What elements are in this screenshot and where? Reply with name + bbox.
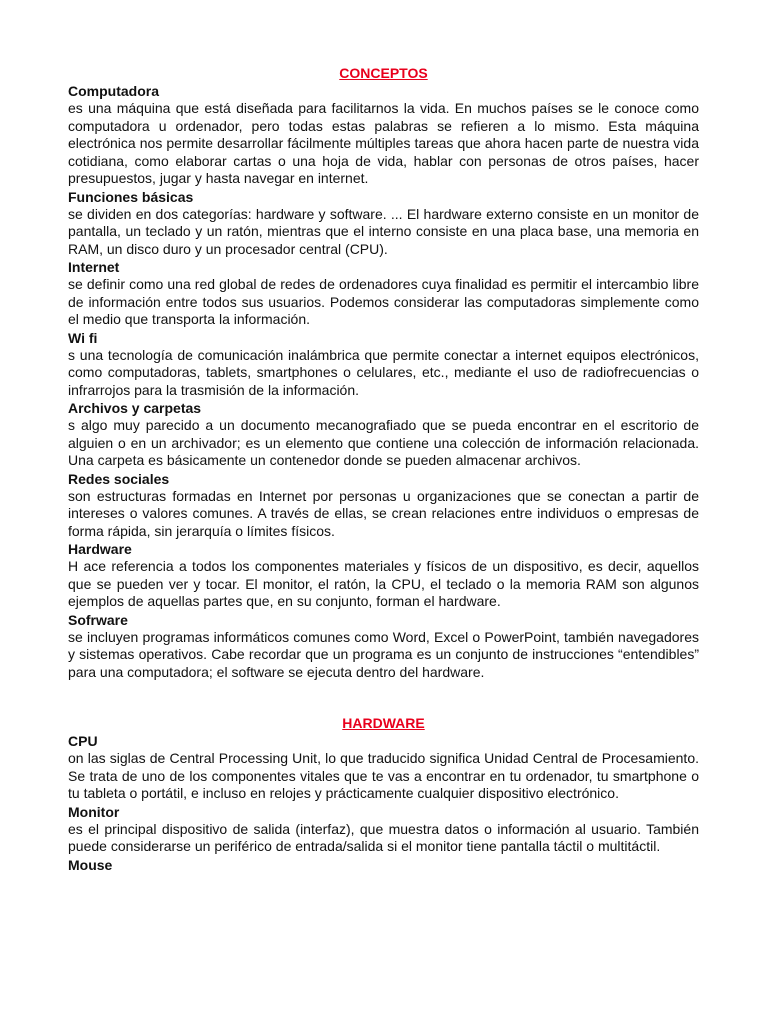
term-archivos-y-carpetas: Archivos y carpetas: [68, 400, 202, 416]
term-mouse: Mouse: [68, 856, 113, 873]
section-title-conceptos: CONCEPTOS: [339, 65, 428, 81]
definition-cpu: on las siglas de Central Processing Unit, lo que traducido significa Unidad Central de Procesamiento. Se trata de uno de los componentes vitales que te vas a encontrar en tu ordenador, tu smartphone o tu tableta o portátil, e incluso en relojes y prácticamente cualquier dispositivo electrónico.: [68, 750, 699, 801]
document-page: [68, 64, 699, 874]
term-computadora: Computadora: [68, 83, 159, 99]
definition-software: se incluyen programas informáticos comunes como Word, Excel o PowerPoint, también navegadores y sistemas operativos. Cabe recordar que un programa es un conjunto de instrucciones “entendibles” para una computadora; el software se ejecuta dentro del hardware.: [68, 628, 699, 680]
section-title-hardware: HARDWARE: [342, 715, 425, 731]
term-wifi: Wi fi: [68, 329, 98, 346]
definition-computadora: es una máquina que está diseñada para facilitarnos la vida. En muchos países se le conoce como computadora u ordenador, pero todas estas palabras se refieren a lo mismo. Esta máquina electrónica nos permite desarrollar fácilmente múltiples tareas que ahora hacen parte de nuestra vida cotidiana, como elaborar cartas o una hoja de vida, hablar con personas de otros países, hacer presupuestos, jugar y hasta navegar en internet.: [68, 100, 699, 186]
definition-funciones-basicas: se dividen en dos categorías: hardware y software. ... El hardware externo consiste en un monitor de pantalla, un teclado y un ratón, mientras que el interno consiste en una placa base, una memoria en RAM, un disco duro y un procesador central (CPU).: [68, 205, 699, 257]
definition-redes-sociales: son estructuras formadas en Internet por personas u organizaciones que se conectan a partir de intereses o valores comunes. A través de ellas, se crean relaciones entre individuos o empresas de forma rápida, sin jerarquía o límites físicos.: [68, 487, 699, 539]
definition-monitor: es el principal dispositivo de salida (interfaz), que muestra datos o información al usuario. También puede considerarse un periférico de entrada/salida si el monitor tiene pantalla táctil o multitáctil.: [68, 820, 699, 854]
term-hardware: Hardware: [68, 541, 132, 557]
term-monitor: Monitor: [68, 803, 120, 820]
definition-archivos-y-carpetas: s algo muy parecido a un documento mecanografiado que se pueda encontrar en el escritorio de alguien o en un archivador; es un elemento que contiene una colección de información relacionada. Una carpeta es básicamente un contenedor donde se pueden almacenar archivos.: [68, 417, 699, 468]
definition-wifi: s una tecnología de comunicación inalámbrica que permite conectar a internet equipos electrónicos, como computadoras, tablets, smartphones o celulares, etc., mediante el uso de radiofrecuencias o infrarrojos para la trasmisión de la información.: [68, 346, 699, 398]
term-funciones-basicas: Funciones básicas: [68, 188, 194, 205]
definition-hardware: H ace referencia a todos los componentes materiales y físicos de un dispositivo, es decir, aquellos que se pueden ver y tocar. El monitor, el ratón, la CPU, el teclado o la memoria RAM son algunos ejemplos de aquellas partes que, en su conjunto, forman el hardware.: [68, 558, 699, 609]
definition-internet: se definir como una red global de redes de ordenadores cuya finalidad es permitir el intercambio libre de información entre todos sus usuarios. Podemos considerar las computadoras simplemente como el medio que transporta la información.: [68, 276, 699, 327]
term-internet: Internet: [68, 259, 120, 275]
term-cpu: CPU: [68, 733, 98, 749]
term-software: Sofrware: [68, 611, 128, 628]
term-redes-sociales: Redes sociales: [68, 470, 170, 487]
